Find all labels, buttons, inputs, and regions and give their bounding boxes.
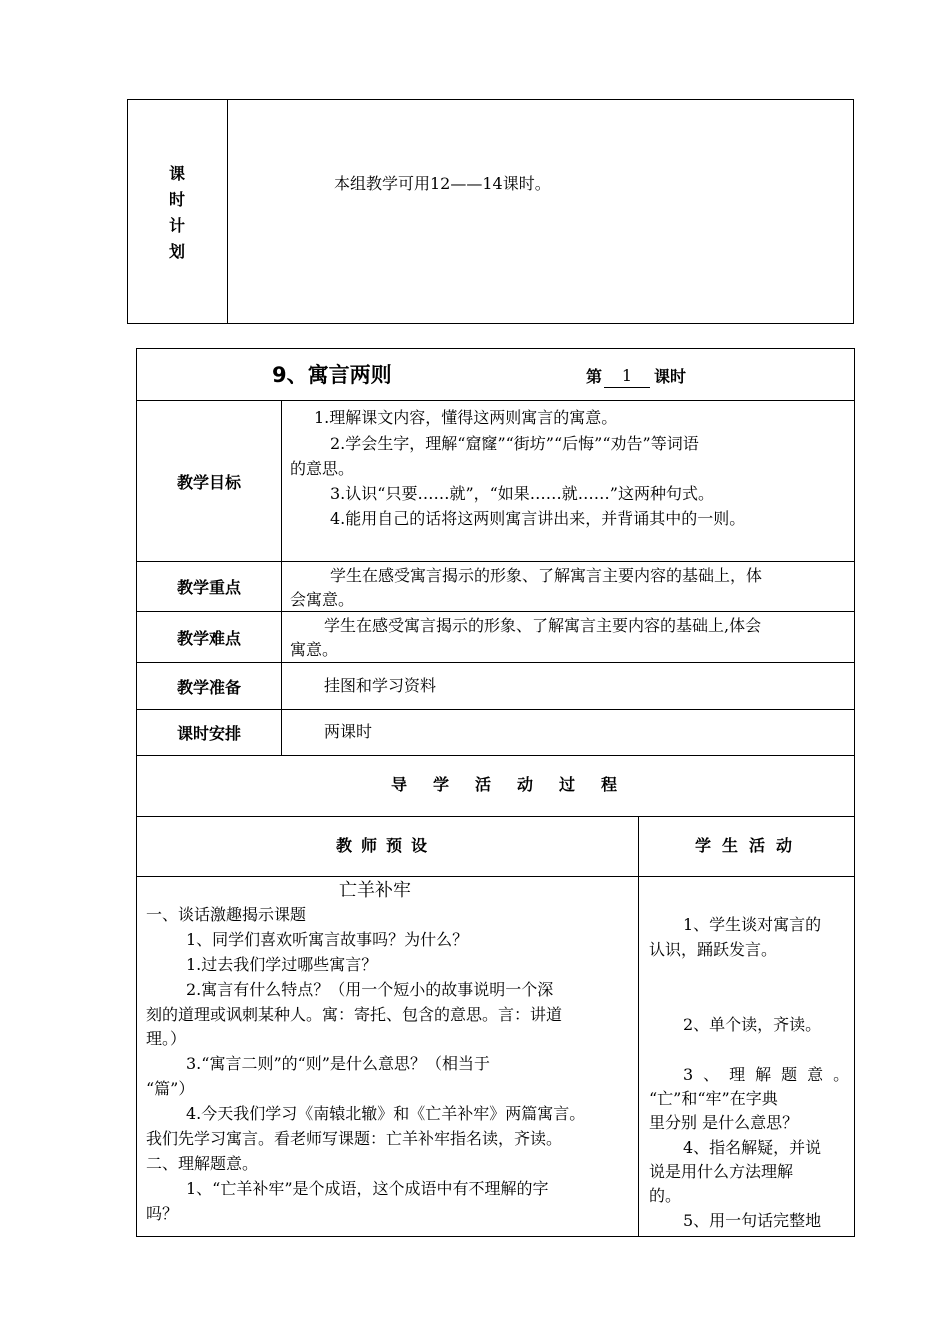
schedule-text: 两课时: [324, 722, 373, 741]
teacher-line: 理。）: [146, 1029, 187, 1048]
lesson-title: 9、寓言两则: [272, 363, 392, 387]
period-prefix: 第: [586, 367, 603, 386]
teacher-line: 2.寓言有什么特点？（用一个短小的故事说明一个深: [186, 980, 554, 999]
plan-label-char: 课: [168, 164, 185, 183]
student-line: 4、指名解疑，并说: [683, 1138, 822, 1157]
preparation-label: 教学准备: [176, 678, 241, 697]
plan-table-divider: [227, 99, 228, 324]
student-line: “亡”和“牢”在字典: [649, 1089, 778, 1108]
teacher-line: 4.今天我们学习《南辕北辙》和《亡羊补牢》两篇寓言。: [186, 1104, 586, 1123]
teacher-line: 刻的道理或讽刺某种人。寓：寄托、包含的意思。言：讲道: [146, 1005, 563, 1024]
row-divider: [136, 876, 855, 877]
row-divider: [136, 816, 855, 817]
teacher-line: 吗？: [146, 1204, 179, 1223]
objective-line: 2.学会生字，理解“窟窿”“街坊”“后悔”“劝告”等词语: [330, 434, 699, 453]
plan-content: 本组教学可用12——14课时。: [334, 174, 551, 193]
teacher-line: 1、同学们喜欢听寓言故事吗？为什么？: [186, 930, 469, 949]
student-column-header: 学生活动: [695, 836, 804, 855]
teacher-line: 一、谈话激趣揭示课题: [146, 905, 307, 924]
schedule-label: 课时安排: [176, 724, 241, 743]
teacher-line: 1、“亡羊补牢”是个成语，这个成语中有不理解的字: [186, 1179, 549, 1198]
key-points-label: 教学重点: [176, 578, 241, 597]
student-line: 1、学生谈对寓言的: [683, 915, 822, 934]
period-suffix: 课时: [654, 367, 687, 386]
period-number: 1: [604, 365, 650, 388]
student-line: 3、理解题意。: [683, 1065, 860, 1084]
student-line: 的。: [649, 1186, 682, 1205]
student-line: 认识，踊跃发言。: [649, 940, 778, 959]
process-heading: 导学活动过程: [391, 775, 644, 794]
row-divider: [136, 611, 855, 612]
key-points-line: 会寓意。: [290, 590, 355, 609]
row-divider: [136, 561, 855, 562]
row-divider: [136, 400, 855, 401]
plan-label-char: 时: [168, 190, 185, 209]
preparation-text: 挂图和学习资料: [324, 676, 437, 695]
plan-label-char: 计: [168, 216, 185, 235]
row-divider: [136, 755, 855, 756]
difficulties-line: 学生在感受寓言揭示的形象、了解寓言主要内容的基础上,体会: [324, 616, 762, 635]
teacher-line: 1.过去我们学过哪些寓言？: [186, 955, 378, 974]
objective-line: 3.认识“只要……就”，“如果……就……”这两种句式。: [330, 484, 714, 503]
teacher-line: “篇”）: [146, 1079, 195, 1098]
teacher-line: 3.“寓言二则”的“则”是什么意思？（相当于: [186, 1054, 490, 1073]
student-line: 说是用什么方法理解: [649, 1162, 794, 1181]
teacher-column-header: 教师预设: [336, 836, 437, 855]
student-line: 5、用一句话完整地: [683, 1211, 822, 1230]
plan-table: [127, 99, 854, 324]
student-line: 里分别 是什么意思？: [649, 1113, 799, 1132]
objective-line: 4.能用自己的话将这两则寓言讲出来，并背诵其中的一则。: [330, 509, 746, 528]
row-divider: [136, 662, 855, 663]
row-divider: [136, 709, 855, 710]
difficulties-label: 教学难点: [176, 629, 241, 648]
teacher-line: 二、理解题意。: [146, 1154, 259, 1173]
teacher-line: 我们先学习寓言。看老师写课题：亡羊补牢指名读，齐读。: [146, 1129, 563, 1148]
plan-label-char: 划: [168, 242, 185, 261]
activity-column-divider: [638, 816, 639, 1237]
difficulties-line: 寓意。: [290, 640, 339, 659]
objective-line: 的意思。: [290, 459, 355, 478]
key-points-line: 学生在感受寓言揭示的形象、了解寓言主要内容的基础上，体: [330, 566, 763, 585]
objectives-label: 教学目标: [176, 473, 241, 492]
student-line: 2、单个读，齐读。: [683, 1015, 822, 1034]
objective-line: 1.理解课文内容，懂得这两则寓言的寓意。: [314, 408, 618, 427]
label-column-divider: [281, 400, 282, 755]
story-title: 亡羊补牢: [339, 880, 411, 901]
